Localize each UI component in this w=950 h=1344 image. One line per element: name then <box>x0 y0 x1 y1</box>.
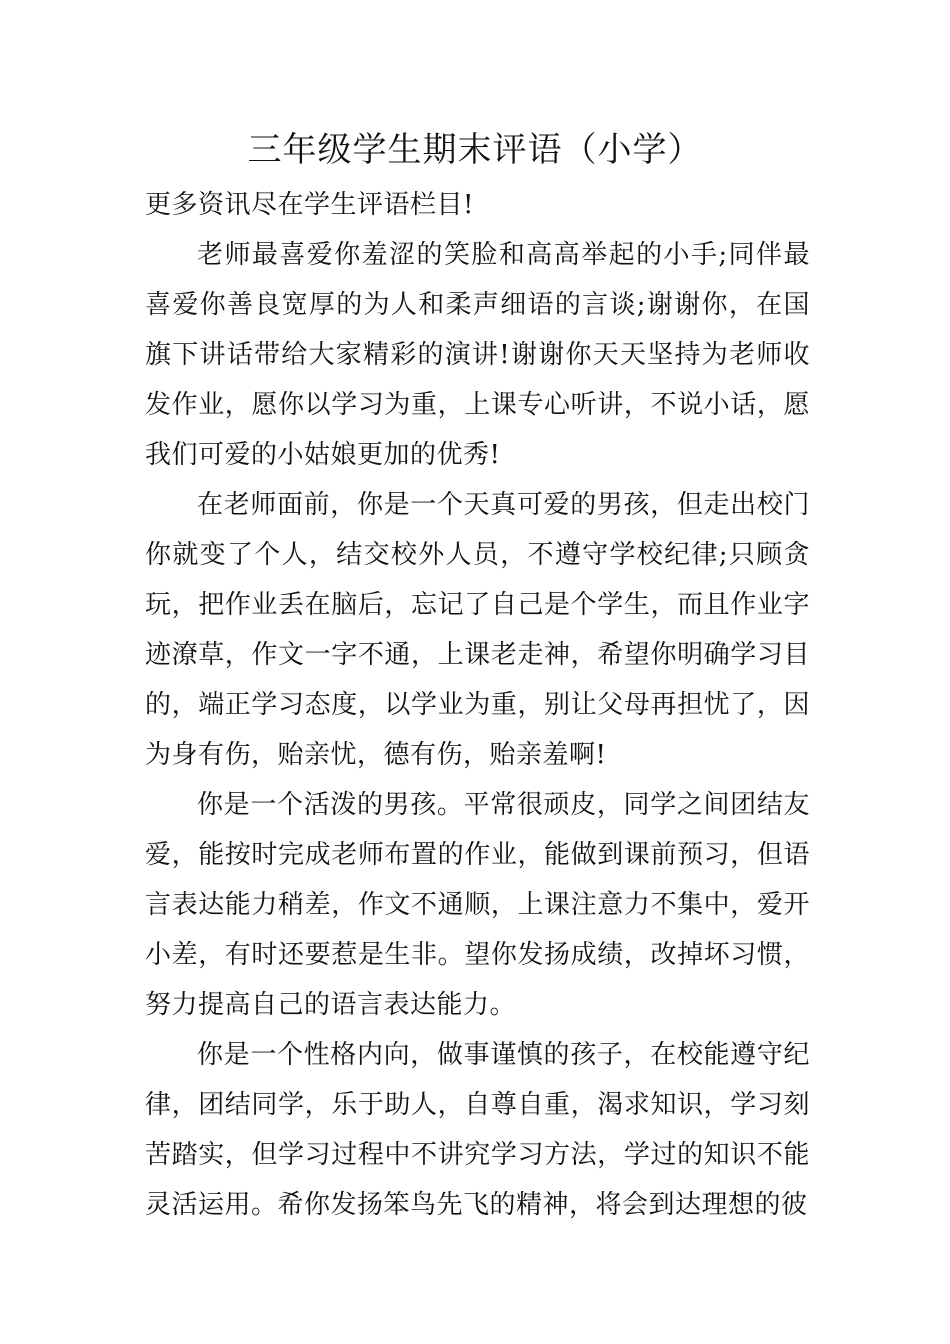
paragraph: 你是一个活泼的男孩。平常很顽皮，同学之间团结友爱，能按时完成老师布置的作业，能做到课前预习，但语言表达能力稍差，作文不通顺，上课注意力不集中，爱开小差，有时还要惹是生非。望你发扬成绩，改掉坏习惯，努力提高自己的语言表达能力。 <box>145 790 810 1020</box>
paragraph: 老师最喜爱你羞涩的笑脸和高高举起的小手;同伴最喜爱你善良宽厚的为人和柔声细语的言谈;谢谢你，在国旗下讲话带给大家精彩的演讲!谢谢你天天坚持为老师收发作业，愿你以学习为重，上课专心听讲，不说小话，愿我们可爱的小姑娘更加的优秀! <box>145 240 810 470</box>
paragraph: 在老师面前，你是一个天真可爱的男孩，但走出校门你就变了个人，结交校外人员，不遵守学校纪律;只顾贪玩，把作业丢在脑后，忘记了自己是个学生，而且作业字迹潦草，作文一字不通，上课老走神，希望你明确学习目的，端正学习态度，以学业为重，别让父母再担忧了，因为身有伤，贻亲忧，德有伤，贻亲羞啊! <box>145 490 810 770</box>
paragraph: 你是一个性格内向，做事谨慎的孩子，在校能遵守纪律，团结同学，乐于助人，自尊自重，渴求知识，学习刻苦踏实，但学习过程中不讲究学习方法，学过的知识不能灵活运用。希你发扬笨鸟先飞的精神，将会到达理想的彼 <box>145 1040 810 1220</box>
intro-line: 更多资讯尽在学生评语栏目! <box>145 190 474 220</box>
document-body <box>145 180 810 1230</box>
document-title: 三年级学生期末评语（小学） <box>247 130 703 170</box>
